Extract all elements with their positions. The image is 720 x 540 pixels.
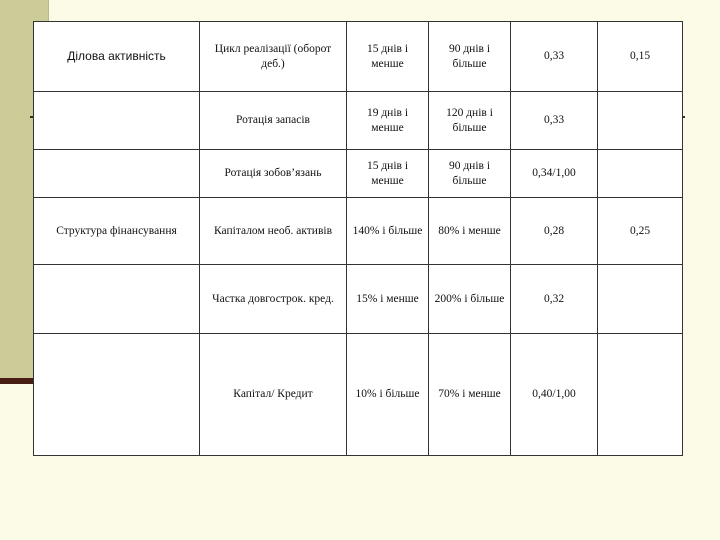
group-weight-cell: 0,15 (598, 22, 683, 92)
table-row (34, 150, 683, 198)
threshold-good-cell: 10% і більше (347, 334, 429, 456)
table-row (34, 334, 683, 456)
indicator-cell: Капіталом необ. активів (200, 198, 347, 265)
activity-cell: Структура фінансування (34, 198, 200, 265)
threshold-bad-cell: 120 днів і більше (429, 92, 511, 150)
table-row (34, 92, 683, 150)
activity-cell (34, 150, 200, 198)
weight-cell: 0,33 (511, 92, 598, 150)
activity-cell: Ділова активність (34, 22, 200, 92)
table-row (34, 265, 683, 334)
threshold-good-cell: 19 днів і менше (347, 92, 429, 150)
threshold-bad-cell: 90 днів і більше (429, 22, 511, 92)
weight-cell: 0,33 (511, 22, 598, 92)
indicators-table (33, 21, 683, 456)
table-row (34, 22, 683, 92)
group-weight-cell (598, 92, 683, 150)
threshold-good-cell: 15 днів і менше (347, 22, 429, 92)
indicator-cell: Ротація запасів (200, 92, 347, 150)
group-weight-cell (598, 150, 683, 198)
group-weight-cell: 0,25 (598, 198, 683, 265)
weight-cell: 0,40/1,00 (511, 334, 598, 456)
indicator-cell: Ротація зобов’язань (200, 150, 347, 198)
threshold-bad-cell: 90 днів і більше (429, 150, 511, 198)
group-weight-cell (598, 265, 683, 334)
indicator-cell: Цикл реалізації (оборот деб.) (200, 22, 347, 92)
threshold-good-cell: 15 днів і менше (347, 150, 429, 198)
threshold-good-cell: 140% і більше (347, 198, 429, 265)
activity-cell (34, 92, 200, 150)
indicator-cell: Частка довгострок. кред. (200, 265, 347, 334)
threshold-bad-cell: 200% і більше (429, 265, 511, 334)
weight-cell: 0,28 (511, 198, 598, 265)
threshold-bad-cell: 80% і менше (429, 198, 511, 265)
weight-cell: 0,34/1,00 (511, 150, 598, 198)
threshold-bad-cell: 70% і менше (429, 334, 511, 456)
indicator-cell: Капітал/ Кредит (200, 334, 347, 456)
threshold-good-cell: 15% і менше (347, 265, 429, 334)
table-row (34, 198, 683, 265)
group-weight-cell (598, 334, 683, 456)
activity-cell (34, 334, 200, 456)
weight-cell: 0,32 (511, 265, 598, 334)
activity-cell (34, 265, 200, 334)
